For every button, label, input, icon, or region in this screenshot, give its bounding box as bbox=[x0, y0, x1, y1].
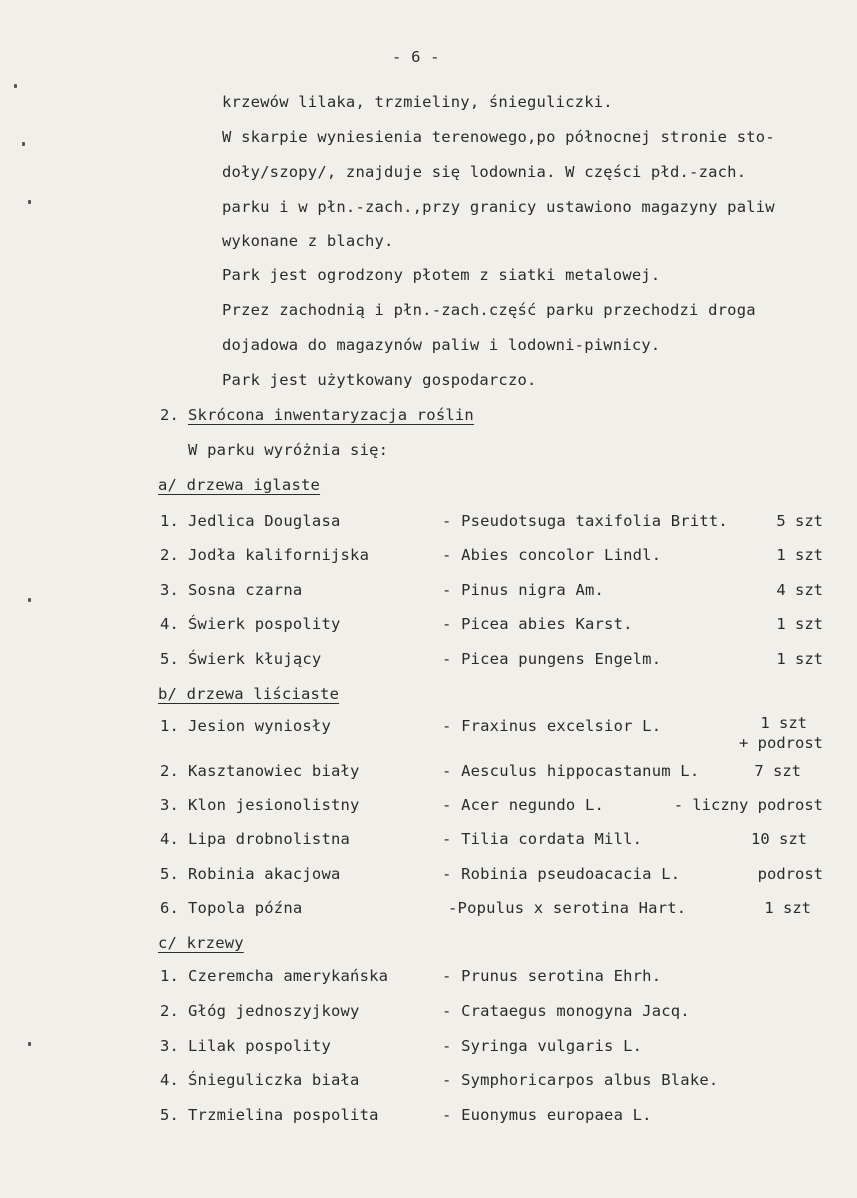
margin-mark bbox=[28, 598, 31, 602]
item-quantity: 1 szt bbox=[760, 714, 807, 732]
item-number: 4. bbox=[160, 1071, 180, 1089]
item-number: 2. bbox=[160, 546, 180, 564]
item-quantity: podrost bbox=[757, 865, 823, 883]
item-number: 3. bbox=[160, 1037, 180, 1055]
item-quantity: 1 szt bbox=[776, 650, 823, 668]
item-name: Świerk pospolity bbox=[188, 615, 341, 633]
item-name: Śnieguliczka biała bbox=[188, 1071, 360, 1089]
item-latin: - Symphoricarpos albus Blake. bbox=[442, 1071, 719, 1089]
item-quantity: - liczny podrost bbox=[673, 796, 823, 814]
item-name: Topola późna bbox=[188, 899, 303, 917]
item-latin: - Acer negundo L. bbox=[442, 796, 605, 814]
group-heading: a/ drzewa iglaste bbox=[158, 476, 321, 494]
item-name: Jesion wyniosły bbox=[188, 717, 331, 735]
item-name: Lilak pospolity bbox=[188, 1037, 331, 1055]
item-name: Trzmielina pospolita bbox=[188, 1106, 379, 1124]
item-latin: - Tilia cordata Mill. bbox=[442, 830, 643, 848]
item-name: Lipa drobnolistna bbox=[188, 830, 351, 848]
item-number: 1. bbox=[160, 967, 180, 985]
item-number: 2. bbox=[160, 762, 180, 780]
margin-mark bbox=[22, 142, 25, 146]
paragraph-line: krzewów lilaka, trzmieliny, śnieguliczki. bbox=[222, 93, 613, 111]
item-latin: - Pseudotsuga taxifolia Britt. bbox=[442, 512, 728, 530]
item-latin: - Robinia pseudoacacia L. bbox=[442, 865, 681, 883]
item-quantity: 7 szt bbox=[754, 762, 801, 780]
margin-mark bbox=[28, 1042, 31, 1046]
item-quantity: 1 szt bbox=[776, 546, 823, 564]
item-number: 3. bbox=[160, 581, 180, 599]
margin-mark bbox=[14, 84, 17, 88]
item-latin: - Aesculus hippocastanum L. bbox=[442, 762, 700, 780]
paragraph-line: Przez zachodnią i płn.-zach.część parku przechodzi droga bbox=[222, 301, 756, 319]
group-heading: b/ drzewa liściaste bbox=[158, 685, 340, 703]
item-latin: - Abies concolor Lindl. bbox=[442, 546, 662, 564]
item-number: 5. bbox=[160, 1106, 180, 1124]
item-name: Klon jesionolistny bbox=[188, 796, 360, 814]
paragraph-line: parku i w płn.-zach.,przy granicy ustawiono magazyny paliw bbox=[222, 198, 775, 216]
section-number: 2. bbox=[160, 406, 180, 424]
section-intro: W parku wyróżnia się: bbox=[188, 441, 389, 459]
item-latin: - Euonymus europaea L. bbox=[442, 1106, 652, 1124]
item-number: 6. bbox=[160, 899, 180, 917]
margin-mark bbox=[28, 200, 31, 204]
item-name: Kasztanowiec biały bbox=[188, 762, 360, 780]
paragraph-line: Park jest użytkowany gospodarczo. bbox=[222, 371, 537, 389]
item-quantity: 1 szt bbox=[776, 615, 823, 633]
paragraph-line: W skarpie wyniesienia terenowego,po północnej stronie sto- bbox=[222, 128, 775, 146]
item-latin: - Picea abies Karst. bbox=[442, 615, 633, 633]
item-number: 3. bbox=[160, 796, 180, 814]
item-number: 5. bbox=[160, 865, 180, 883]
paragraph-line: dojadowa do magazynów paliw i lodowni-piwnicy. bbox=[222, 336, 661, 354]
paragraph-line: Park jest ogrodzony płotem z siatki metalowej. bbox=[222, 266, 661, 284]
item-latin: - Pinus nigra Am. bbox=[442, 581, 605, 599]
item-latin: -Populus x serotina Hart. bbox=[448, 899, 687, 917]
item-name: Jodła kalifornijska bbox=[188, 546, 370, 564]
section-title: Skrócona inwentaryzacja roślin bbox=[188, 406, 474, 424]
page-number: - 6 - bbox=[392, 48, 440, 66]
item-latin: - Prunus serotina Ehrh. bbox=[442, 967, 662, 985]
item-number: 4. bbox=[160, 830, 180, 848]
item-latin: - Fraxinus excelsior L. bbox=[442, 717, 662, 735]
item-quantity: 1 szt bbox=[764, 899, 811, 917]
item-latin: - Picea pungens Engelm. bbox=[442, 650, 662, 668]
paragraph-line: wykonane z blachy. bbox=[222, 232, 394, 250]
item-quantity-note: + podrost bbox=[739, 734, 823, 752]
item-name: Sosna czarna bbox=[188, 581, 303, 599]
item-quantity: 4 szt bbox=[776, 581, 823, 599]
item-name: Świerk kłujący bbox=[188, 650, 322, 668]
item-name: Robinia akacjowa bbox=[188, 865, 341, 883]
item-name: Głóg jednoszyjkowy bbox=[188, 1002, 360, 1020]
item-number: 4. bbox=[160, 615, 180, 633]
paragraph-line: doły/szopy/, znajduje się lodownia. W części płd.-zach. bbox=[222, 163, 747, 181]
item-latin: - Crataegus monogyna Jacq. bbox=[442, 1002, 690, 1020]
item-number: 1. bbox=[160, 717, 180, 735]
item-name: Jedlica Douglasa bbox=[188, 512, 341, 530]
item-latin: - Syringa vulgaris L. bbox=[442, 1037, 643, 1055]
item-quantity: 5 szt bbox=[776, 512, 823, 530]
item-number: 5. bbox=[160, 650, 180, 668]
item-number: 2. bbox=[160, 1002, 180, 1020]
item-number: 1. bbox=[160, 512, 180, 530]
item-quantity: 10 szt bbox=[751, 830, 807, 848]
item-name: Czeremcha amerykańska bbox=[188, 967, 389, 985]
group-heading: c/ krzewy bbox=[158, 934, 244, 952]
